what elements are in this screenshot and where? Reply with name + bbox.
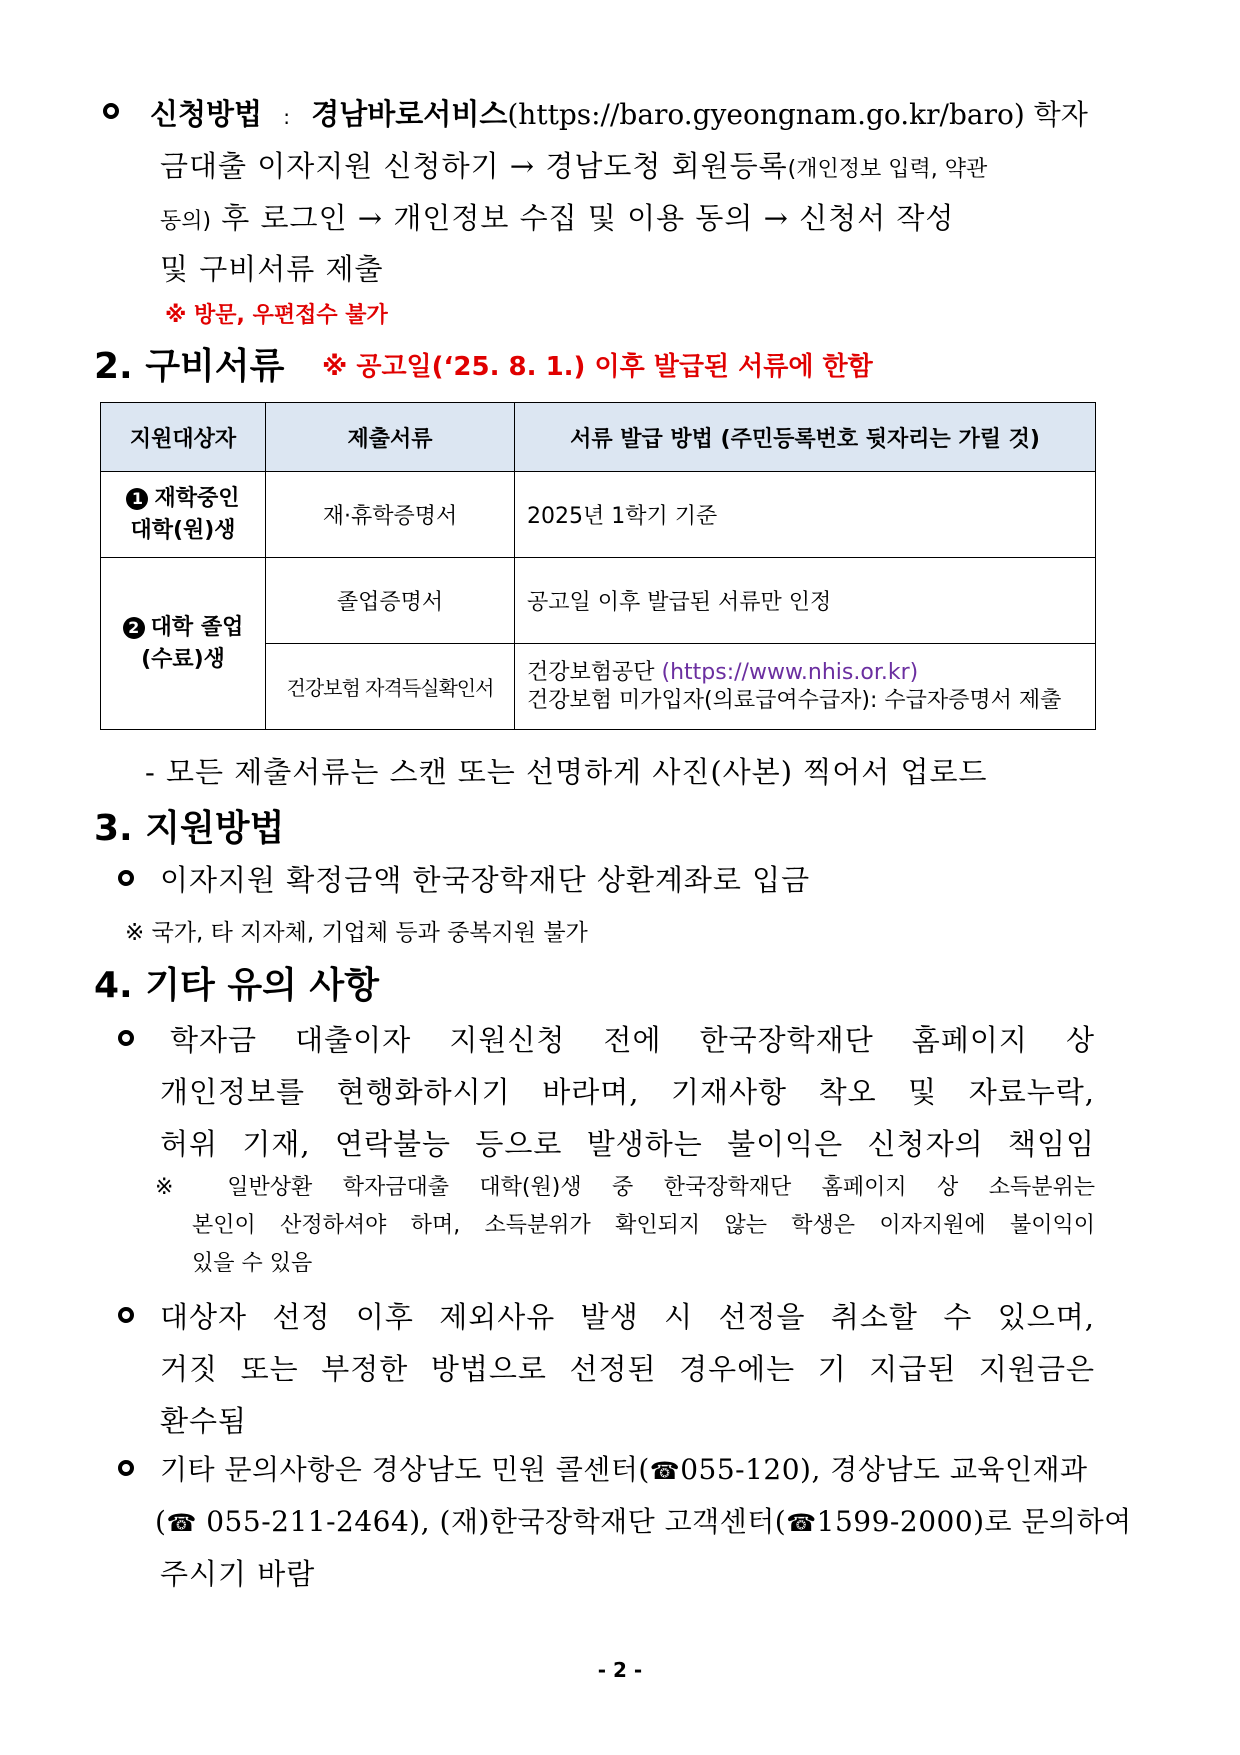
doc-cell: 건강보험 자격득실확인서 <box>266 644 515 730</box>
method-cell: 공고일 이후 발급된 서류만 인정 <box>515 558 1096 644</box>
section-2-note: ※ 공고일(‘25. 8. 1.) 이후 발급된 서류에 한함 <box>322 352 873 382</box>
section-4-item-2-line: 대상자 선정 이후 제외사유 발생 시 선정을 취소할 수 있으며, <box>160 1300 1095 1334</box>
table-header: 제출서류 <box>266 403 515 472</box>
page-number: - 2 - <box>597 1658 643 1682</box>
apply-label: 신청방법 <box>150 97 263 131</box>
table-header: 지원대상자 <box>101 403 266 472</box>
bullet-circle-icon <box>118 1307 134 1323</box>
number-badge: 1 <box>126 488 148 510</box>
phone-icon: ☎ <box>786 1509 817 1537</box>
section-2-title: 2. 구비서류 <box>94 346 285 387</box>
phone-icon: ☎ <box>649 1457 681 1485</box>
nhis-link[interactable]: (https://www.nhis.or.kr) <box>661 659 919 685</box>
doc-cell: 졸업증명서 <box>266 558 515 644</box>
table-header-row <box>101 403 1096 472</box>
upload-note: - 모든 제출서류는 스캔 또는 선명하게 사진(사본) 찍어서 업로드 <box>145 755 988 789</box>
bullet-circle-icon <box>118 870 134 886</box>
method-cell: 2025년 1학기 기준 <box>515 472 1096 558</box>
section-4-item-1-line: 개인정보를 현행화하시기 바라며, 기재사항 착오 및 자료누락, <box>160 1075 1095 1109</box>
section-3-title: 3. 지원방법 <box>94 808 285 849</box>
section-4-item-3-line-2: (☎ 055-211-2464), (재)한국장학재단 고객센터(☎1599-2000)로 문의하여 <box>155 1505 1132 1538</box>
section-4-item-2-line: 거짓 또는 부정한 방법으로 선정된 경우에는 기 지급된 지원금은 <box>160 1352 1095 1386</box>
section-4-note-line: ※ 일반상환 학자금대출 대학(원)생 중 한국장학재단 홈페이지 상 소득분위는 <box>155 1175 1095 1200</box>
apply-line-2: 금대출 이자지원 신청하기 → 경남도청 회원등록(개인정보 입력, 약관 <box>160 149 988 183</box>
section-4-item-1-line: 허위 기재, 연락불능 등으로 발생하는 불이익은 신청자의 책임임 <box>160 1127 1095 1161</box>
apply-line-3: 동의) 후 로그인 → 개인정보 수집 및 이용 동의 → 신청서 작성 <box>160 201 955 235</box>
section-4-item-3-line-1: 기타 문의사항은 경상남도 민원 콜센터(☎055-120), 경상남도 교육인재과 <box>160 1453 1088 1486</box>
section-3-note: ※ 국가, 타 지자체, 기업체 등과 중복지원 불가 <box>125 920 588 946</box>
apply-note: ※ 방문, 우편접수 불가 <box>165 303 388 328</box>
section-4-note-line: 본인이 산정하셔야 하며, 소득분위가 확인되지 않는 학생은 이자지원에 불이익이 <box>192 1213 1095 1238</box>
target-cell: 2 대학 졸업 (수료)생 <box>101 558 266 730</box>
apply-line-1: 신청방법 : 경남바로서비스(https://baro.gyeongnam.go.kr/baro) 학자 <box>150 97 1088 131</box>
target-cell: 1 재학중인 대학(원)생 <box>101 472 266 558</box>
doc-cell: 재·휴학증명서 <box>266 472 515 558</box>
documents-table <box>100 402 1096 730</box>
section-4-note-line: 있을 수 있음 <box>192 1251 313 1276</box>
section-4-item-1-line: 학자금 대출이자 지원신청 전에 한국장학재단 홈페이지 상 <box>170 1023 1095 1057</box>
bullet-circle-icon <box>118 1030 134 1046</box>
method-cell: 건강보험공단 (https://www.nhis.or.kr) 건강보험 미가입자(의료급여수급자): 수급자증명서 제출 <box>515 644 1096 730</box>
table-row <box>101 558 1096 644</box>
bullet-circle-icon <box>103 103 119 119</box>
apply-site: 경남바로서비스 <box>311 97 508 131</box>
apply-line-4: 및 구비서류 제출 <box>160 252 384 286</box>
section-4-item-2-line: 환수됨 <box>160 1404 248 1438</box>
phone-icon: ☎ <box>166 1509 197 1537</box>
number-badge: 2 <box>123 617 145 639</box>
table-header: 서류 발급 방법 (주민등록번호 뒷자리는 가릴 것) <box>515 403 1096 472</box>
section-3-item: 이자지원 확정금액 한국장학재단 상환계좌로 입금 <box>160 863 811 897</box>
section-4-title: 4. 기타 유의 사항 <box>94 965 379 1006</box>
table-row <box>101 472 1096 558</box>
bullet-circle-icon <box>118 1460 134 1476</box>
section-4-item-3-line-3: 주시기 바람 <box>160 1557 316 1591</box>
